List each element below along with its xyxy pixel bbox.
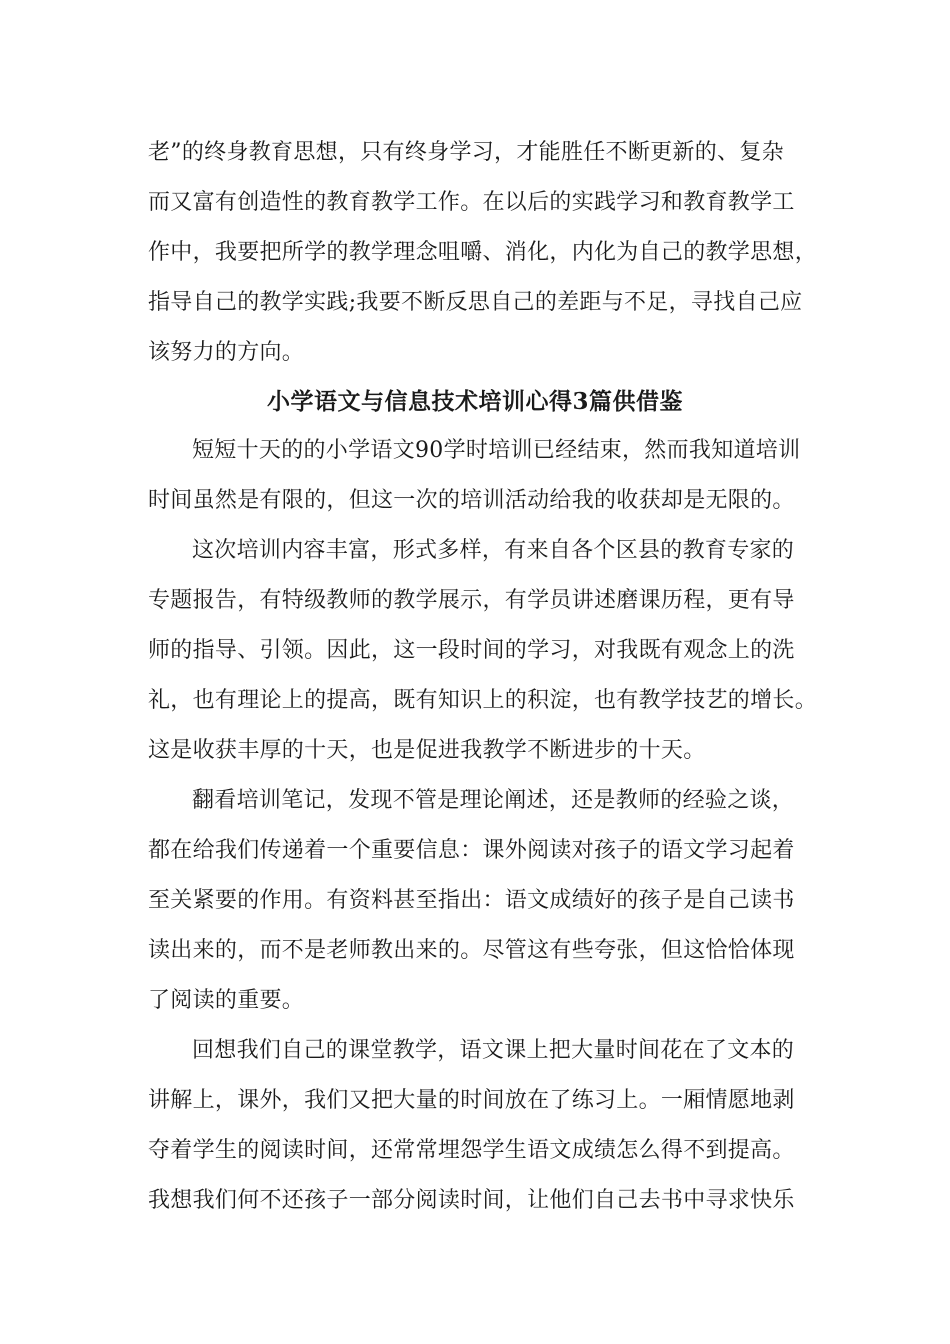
body-text-line: 讲解上，课外，我们又把大量的时间放在了练习上。一厢情愿地剥 <box>148 1088 795 1113</box>
body-text-line: 该努力的方向。 <box>148 340 305 365</box>
body-text-line: 都在给我们传递着一个重要信息：课外阅读对孩子的语文学习起着 <box>148 838 795 863</box>
body-text-line: 礼，也有理论上的提高，既有知识上的积淀，也有教学技艺的增长。 <box>148 688 818 713</box>
body-text-line: 夺着学生的阅读时间，还常常埋怨学生语文成绩怎么得不到提高。 <box>148 1138 795 1163</box>
body-text-line: 了阅读的重要。 <box>148 988 305 1013</box>
body-text-line: 而又富有创造性的教育教学工作。在以后的实践学习和教育教学工 <box>148 190 795 215</box>
paragraph-first-line: 短短十天的的小学语文90学时培训已经结束，然而我知道培训 <box>192 438 801 463</box>
body-text-line: 这是收获丰厚的十天，也是促进我教学不断进步的十天。 <box>148 738 706 763</box>
body-text-line: 时间虽然是有限的，但这一次的培训活动给我的收获却是无限的。 <box>148 488 795 513</box>
paragraph-first-line: 翻看培训笔记，发现不管是理论阐述，还是教师的经验之谈， <box>192 788 795 813</box>
article-title: 小学语文与信息技术培训心得3篇供借鉴 <box>266 388 683 415</box>
paragraph-first-line: 回想我们自己的课堂教学，语文课上把大量时间花在了文本的 <box>192 1038 795 1063</box>
body-text-line: 我想我们何不还孩子一部分阅读时间，让他们自己去书中寻求快乐 <box>148 1188 795 1213</box>
paragraph-first-line: 这次培训内容丰富，形式多样，有来自各个区县的教育专家的 <box>192 538 795 563</box>
body-text-line: 师的指导、引领。因此，这一段时间的学习，对我既有观念上的洗 <box>148 638 795 663</box>
body-text-line: 至关紧要的作用。有资料甚至指出：语文成绩好的孩子是自己读书 <box>148 888 795 913</box>
body-text-line: 专题报告，有特级教师的教学展示，有学员讲述磨课历程，更有导 <box>148 588 795 613</box>
body-text-line: 老”的终身教育思想，只有终身学习，才能胜任不断更新的、复杂 <box>148 140 784 165</box>
body-text-line: 读出来的，而不是老师教出来的。尽管这有些夸张，但这恰恰体现 <box>148 938 795 963</box>
body-text-line: 作中，我要把所学的教学理念咀嚼、消化，内化为自己的教学思想， <box>148 240 818 265</box>
body-text-line: 指导自己的教学实践;我要不断反思自己的差距与不足，寻找自己应 <box>148 290 803 315</box>
